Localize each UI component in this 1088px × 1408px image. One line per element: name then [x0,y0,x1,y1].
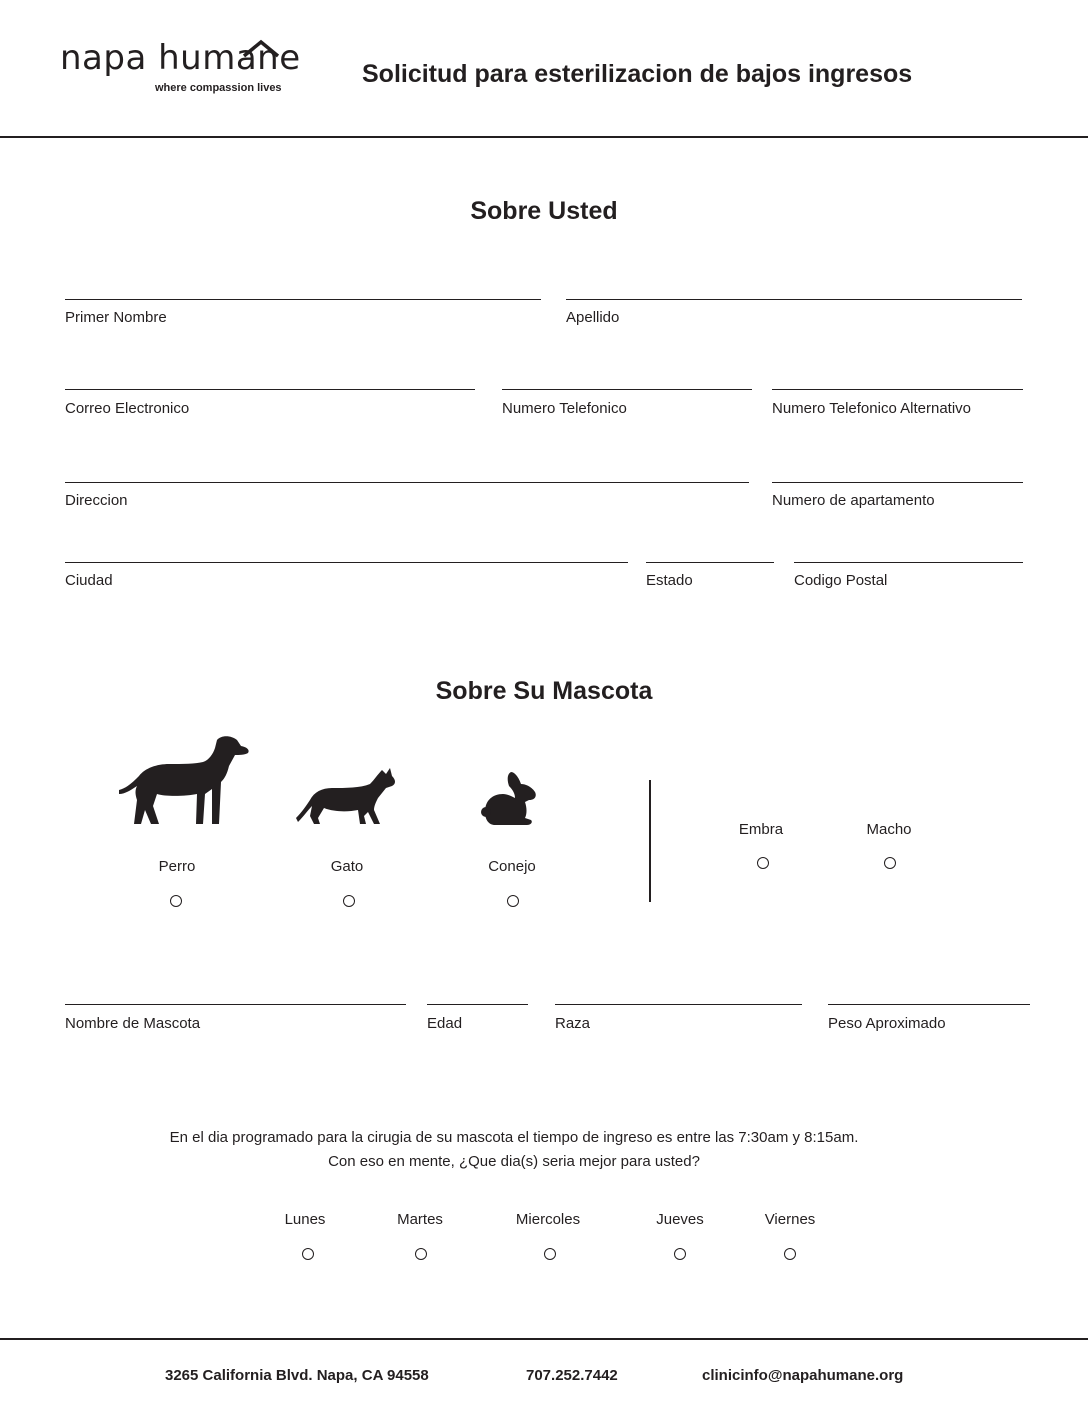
species-label-cat: Gato [330,858,364,875]
day-label-thursday: Jueves [656,1211,704,1228]
zip-label: Codigo Postal [794,572,888,589]
phone-label: Numero Telefonico [502,400,627,417]
footer-phone: 707.252.7442 [526,1367,618,1384]
section-title-about-pet: Sobre Su Mascota [435,677,653,705]
day-radio-wednesday[interactable] [544,1248,556,1260]
day-label-tuesday: Martes [397,1211,443,1228]
dog-icon [117,734,252,826]
species-label-rabbit: Conejo [488,858,536,875]
weight-field[interactable] [828,1004,1030,1005]
pet-name-label: Nombre de Mascota [65,1015,201,1032]
species-label-dog: Perro [158,858,196,875]
schedule-note-line1: En el dia programado para la cirugia de su mascota el tiempo de ingreso es entre las 7:30am y 8:15am. [169,1129,859,1146]
city-field[interactable] [65,562,628,563]
age-label: Edad [427,1015,463,1032]
email-label: Correo Electronico [65,400,190,417]
species-radio-cat[interactable] [343,895,355,907]
email-field[interactable] [65,389,475,390]
day-label-monday: Lunes [284,1211,326,1228]
state-field[interactable] [646,562,774,563]
phone-field[interactable] [502,389,752,390]
alt-phone-field[interactable] [772,389,1023,390]
zip-field[interactable] [794,562,1023,563]
day-label-friday: Viernes [764,1211,816,1228]
schedule-note-line2: Con eso en mente, ¿Que dia(s) seria mejor para usted? [328,1153,700,1170]
sex-radio-male[interactable] [884,857,896,869]
section-title-about-you: Sobre Usted [470,197,618,225]
species-radio-dog[interactable] [170,895,182,907]
pet-name-field[interactable] [65,1004,406,1005]
apartment-field[interactable] [772,482,1023,483]
sex-radio-female[interactable] [757,857,769,869]
sex-label-male: Macho [866,821,912,838]
address-label: Direccion [65,492,128,509]
age-field[interactable] [427,1004,528,1005]
species-radio-rabbit[interactable] [507,895,519,907]
footer-email[interactable]: clinicinfo@napahumane.org [702,1367,904,1384]
rabbit-icon [481,770,539,826]
last-name-field[interactable] [566,299,1022,300]
city-label: Ciudad [65,572,113,589]
day-radio-thursday[interactable] [674,1248,686,1260]
weight-label: Peso Aproximado [828,1015,946,1032]
day-radio-monday[interactable] [302,1248,314,1260]
footer-address: 3265 California Blvd. Napa, CA 94558 [165,1367,429,1384]
day-radio-friday[interactable] [784,1248,796,1260]
breed-label: Raza [555,1015,591,1032]
cat-icon [294,766,398,826]
header-divider [0,136,1088,138]
day-label-wednesday: Miercoles [515,1211,581,1228]
sex-label-female: Embra [738,821,784,838]
section-divider [649,780,651,902]
first-name-label: Primer Nombre [65,309,167,326]
alt-phone-label: Numero Telefonico Alternativo [772,400,971,417]
house-roof-icon [238,38,284,58]
day-radio-tuesday[interactable] [415,1248,427,1260]
apartment-label: Numero de apartamento [772,492,935,509]
first-name-field[interactable] [65,299,541,300]
footer-divider [0,1338,1088,1340]
logo-tagline: where compassion lives [155,82,282,94]
last-name-label: Apellido [566,309,620,326]
address-field[interactable] [65,482,749,483]
state-label: Estado [646,572,693,589]
breed-field[interactable] [555,1004,802,1005]
page-title: Solicitud para esterilizacion de bajos ingresos [362,60,913,88]
logo-wordmark: napa humane [60,38,301,78]
